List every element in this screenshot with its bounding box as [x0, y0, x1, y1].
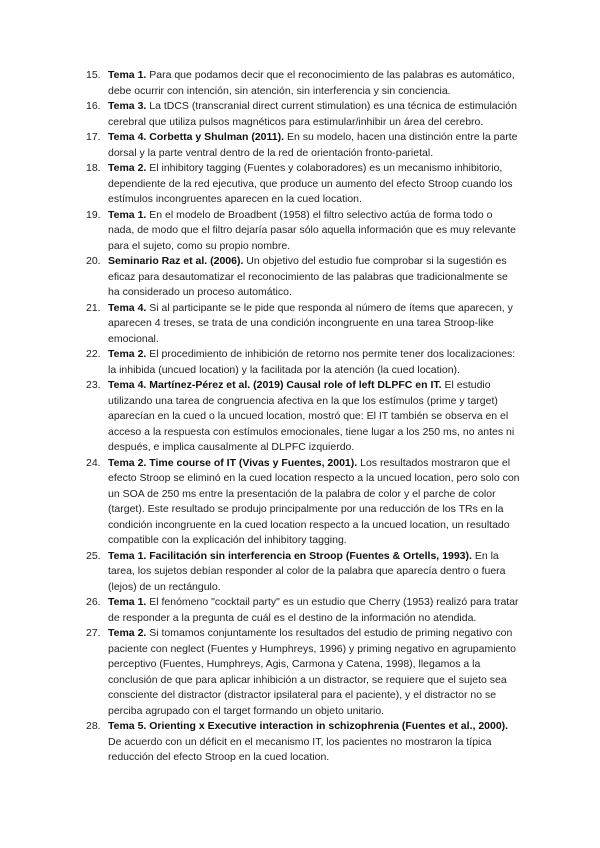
item-lead: Tema 1. Facilitación sin interferencia en Stroop (Fuentes & Ortells, 1993).	[108, 549, 472, 562]
item-number: 17.	[86, 131, 101, 143]
item-number: 18.	[86, 162, 101, 174]
item-text: El fenómeno "cocktail party" es un estudio que Cherry (1953) realizó para tratar de responder a la pregunta de cuál es el destino de la información no atendida.	[108, 596, 519, 624]
item-number: 21.	[86, 301, 101, 314]
item-number: 16.	[86, 100, 101, 112]
item-lead: Tema 2.	[108, 162, 147, 174]
item-text: Los resultados mostraron que el efecto Stroop se eliminó en la cued location respecto a la uncued location, pero solo con un SOA de 250 ms entre la presentación de la palabra de color y el parche de color (target). Este resultado se produjo principalmente por una reducción de los TRs en la condición incongruente en la cued location respecto a la uncued location, un resultado compatible con la explicación del inhibitory tagging.	[108, 456, 520, 546]
item-number: 15.	[86, 69, 101, 81]
item-lead: Tema 2.	[108, 348, 147, 360]
item-lead: Seminario Raz et al. (2006).	[108, 255, 244, 267]
item-text: El procedimiento de inhibición de retorno nos permite tener dos localizaciones: la inhibida (uncued location) y la facilitada por la atención (la cued location).	[108, 348, 516, 376]
list-item	[88, 161, 520, 208]
item-text: En el modelo de Broadbent (1958) el filtro selectivo actúa de forma todo o nada, de modo que el filtro dejaría pasar sólo aquella información que es muy relevante para el sujeto, como su propio nombre.	[108, 208, 516, 252]
list-item	[88, 549, 520, 596]
item-text: El inhibitory tagging (Fuentes y colaboradores) es un mecanismo inhibitorio, dependiente de la red ejecutiva, que produce un aumento del efecto Stroop cuando los estímulos incongruentes aparecen en la cued location.	[108, 162, 513, 205]
item-lead: Tema 1.	[108, 208, 147, 221]
item-lead: Tema 2. Time course of IT (Vivas y Fuentes, 2001).	[108, 456, 358, 469]
item-text: De acuerdo con un déficit en el mecanismo IT, los pacientes no mostraron la típica reducción del efecto Stroop en la cued location.	[108, 735, 492, 763]
item-number: 25.	[86, 549, 101, 562]
item-text: La tDCS (transcranial direct current stimulation) es una técnica de estimulación cerebral que utiliza pulsos magnéticos para estimular/inhibir un área del cerebro.	[108, 100, 517, 128]
item-number: 22.	[86, 348, 101, 360]
list-item	[88, 99, 520, 130]
list-item	[88, 626, 520, 719]
item-text: Si al participante se le pide que responda al número de ítems que aparecen, y aparecen 4 treses, se trata de una condición incongruente en una tarea Stroop-like emocional.	[108, 301, 513, 345]
item-text: En su modelo, hacen una distinción entre la parte dorsal y la parte ventral dentro de la red de orientación fronto-parietal.	[108, 131, 518, 159]
item-lead: Tema 3.	[108, 100, 147, 112]
list-item	[88, 254, 520, 301]
item-text: En la tarea, los sujetos debían responder al color de la palabra que aparecía dentro o fuera (lejos) de un rectángulo.	[108, 549, 506, 593]
item-number: 28.	[86, 720, 101, 732]
list-item	[88, 130, 520, 161]
item-number: 23.	[86, 379, 101, 391]
item-text: Si tomamos conjuntamente los resultados del estudio de priming negativo con paciente con neglect (Fuentes y Humphreys, 1996) y priming negativo en agrupamiento perceptivo (Fuentes, Humphreys, Agis, Carmona y Catena, 1998), llegamos a la conclusión de que para aplicar inhibición a un distractor, se requiere que el sujeto sea consciente del distractor (distractor ipsilateral para el paciente), y el distractor no se perciba agrupado con el target formando un objeto unitario.	[108, 627, 516, 717]
item-number: 20.	[86, 255, 101, 267]
item-number: 26.	[86, 596, 101, 608]
item-lead: Tema 2.	[108, 627, 147, 639]
item-lead: Tema 1.	[108, 596, 147, 608]
item-lead: Tema 1.	[108, 69, 147, 81]
list-item	[88, 378, 520, 456]
list-item	[88, 347, 520, 378]
item-text: El estudio utilizando una tarea de congruencia afectiva en la que los estímulos (prime y target) aparecían en la cued o la uncued location, mostró que: El IT también se observa en el acceso a la respuesta con estímulos emocionales, tiene lugar a los 250 ms, no antes ni después, e implica causalmente al DLPFC izquierdo.	[108, 379, 515, 453]
item-lead: Tema 5. Orienting x Executive interaction in schizophrenia (Fuentes et al., 2000).	[108, 720, 509, 732]
item-text: Para que podamos decir que el reconocimiento de las palabras es automático, debe ocurrir con intención, sin atención, sin interferencia y sin conciencia.	[108, 69, 515, 97]
item-number: 24.	[86, 456, 101, 469]
item-number: 19.	[86, 208, 101, 221]
list-item	[88, 719, 520, 766]
list-item	[88, 208, 520, 255]
list-item	[88, 301, 520, 348]
item-number: 27.	[86, 627, 101, 639]
item-text: Un objetivo del estudio fue comprobar si la sugestión es eficaz para desautomatizar el reconocimiento de las palabras que tradicionalmente se ha considerado un proceso automático.	[108, 255, 508, 298]
question-list	[88, 68, 520, 766]
item-lead: Tema 4. Corbetta y Shulman (2011).	[108, 131, 285, 143]
list-item	[88, 68, 520, 99]
item-lead: Tema 4.	[108, 301, 147, 314]
list-item	[88, 456, 520, 549]
item-lead: Tema 4. Martínez-Pérez et al. (2019) Causal role of left DLPFC en IT.	[108, 379, 442, 391]
list-item	[88, 595, 520, 626]
